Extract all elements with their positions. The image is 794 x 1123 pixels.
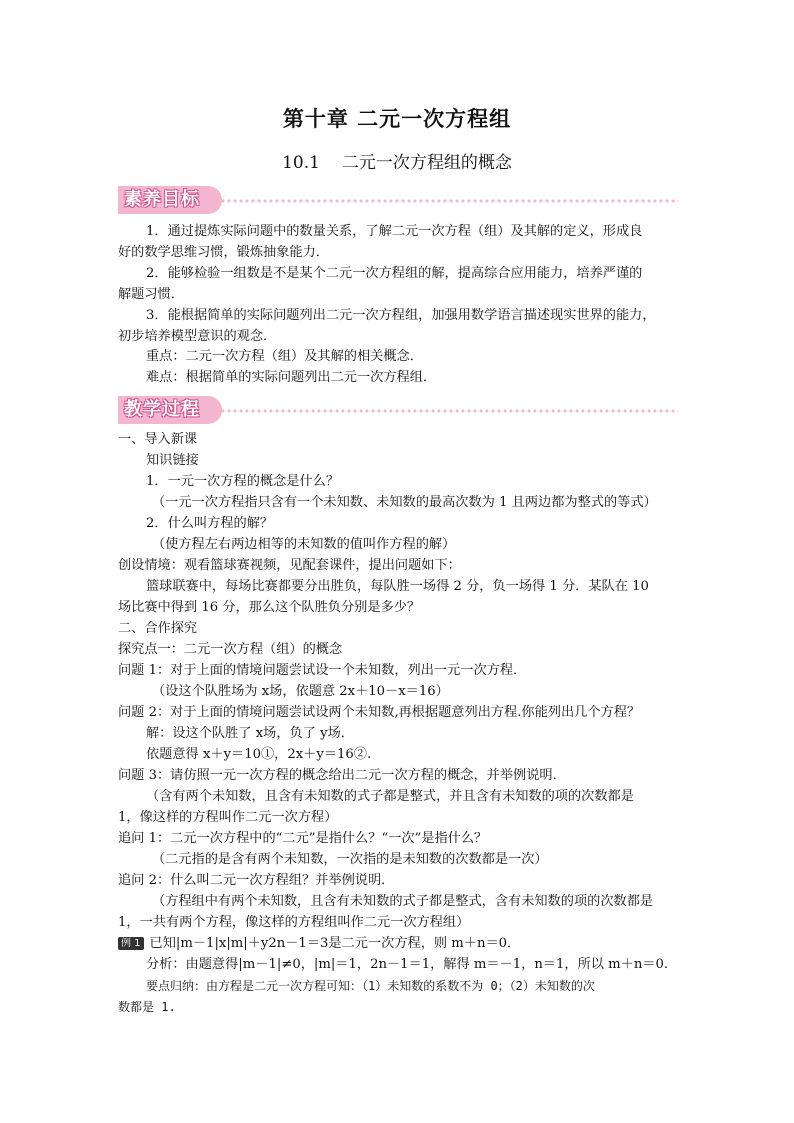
problem-1-answer: （设这个队胜场为 x场，依题意 2x＋10－x＝16） (152, 684, 449, 699)
follow-up-2: 追问 2：什么叫二元一次方程组？并举例说明． (118, 873, 395, 888)
answer-line: （一元一次方程指只含有一个未知数、未知数的最高次数为 1 且两边都为整式的等式） (152, 495, 657, 510)
scenario-text-b: 场比赛中得到 16 分，那么这个队胜负分别是多少？ (118, 600, 421, 615)
section-number: 10.1 (282, 153, 320, 173)
section-title (0, 148, 794, 173)
knowledge-link: 知识链接 (146, 453, 199, 468)
example-badge: 例 1 (118, 937, 144, 950)
example-1 (118, 934, 688, 954)
heading-explore: 二、合作探究 (118, 621, 198, 636)
explore-point-1: 探究点一：二元一次方程（组）的概念 (118, 642, 343, 657)
follow-up-2-answer-a: （方程组中有两个未知数，且含有未知数的式子都是整式，含有未知数的项的次数都是 (152, 894, 654, 909)
goal-3-line-a: 3．能根据简单的实际问题列出二元一次方程组，加强用数学语言描述现实世界的能力， (146, 308, 656, 323)
example-1-text: 已知|m－1|x|m|＋y2n－1＝3是二元一次方程，则 m＋n＝0． (149, 936, 521, 951)
goal-1-line-b: 好的数学思维习惯，锻炼抽象能力． (118, 245, 329, 260)
heading-import: 一、导入新课 (118, 432, 198, 447)
key-point: 重点：二元一次方程（组）及其解的相关概念． (146, 349, 423, 364)
follow-up-1-answer: （二元指的是含有两个未知数，一次指的是未知数的次数都是一次） (152, 852, 548, 867)
goals-banner-label: 素养目标 (118, 186, 222, 214)
question-line: 2．什么叫方程的解？ (146, 516, 274, 531)
section-name: 二元一次方程组的概念 (341, 153, 512, 173)
example-analysis: 分析：由题意得|m－1|≠0，|m|＝1，2n－1＝1，解得 m＝－1，n＝1，所以 m＋n＝0. (146, 957, 669, 972)
scenario-line: 创设情境：观看篮球赛视频，见配套课件，提出问题如下： (118, 558, 461, 573)
problem-2-solution: 解：设这个队胜了 x场，负了 y场． (146, 726, 354, 741)
follow-up-2-answer-b: 1，一共有两个方程，像这样的方程组叫作二元一次方程组） (118, 915, 470, 930)
problem-2-equations: 依题意得 x＋y＝10①，2x＋y＝16②. (146, 747, 372, 762)
summary-line-b: 数都是 1. (118, 1000, 176, 1014)
question-line: 1．一元一次方程的概念是什么？ (146, 474, 340, 489)
summary-line-a: 要点归纳：由方程是二元一次方程可知：（1）未知数的系数不为 0；（2）未知数的次 (146, 979, 595, 993)
scenario-text-a: 篮球联赛中，每场比赛都要分出胜负，每队胜一场得 2 分，负一场得 1 分．某队在 10 (146, 579, 649, 594)
goal-3-line-b: 初步培养模型意识的观念． (118, 329, 277, 344)
problem-1: 问题 1：对于上面的情境问题尝试设一个未知数，列出一元一次方程． (118, 663, 527, 678)
goal-2-line-b: 解题习惯． (118, 287, 184, 302)
problem-3: 问题 3：请仿照一元一次方程的概念给出二元一次方程的概念，并举例说明． (118, 768, 566, 783)
goal-1-line-a: 1．通过提炼实际问题中的数量关系，了解二元一次方程（组）及其解的定义，形成良 (146, 224, 643, 239)
process-banner-label: 教学过程 (118, 396, 222, 424)
banner-dots-decoration (208, 407, 678, 415)
answer-line: （使方程左右两边相等的未知数的值叫作方程的解） (152, 537, 456, 552)
follow-up-1: 追问 1：二元一次方程中的“二元”是指什么？“一次”是指什么？ (118, 831, 488, 846)
goals-banner (118, 186, 678, 214)
problem-3-answer-b: 1，像这样的方程叫作二元一次方程） (118, 810, 338, 825)
goal-2-line-a: 2．能够检验一组数是不是某个二元一次方程组的解，提高综合应用能力，培养严谨的 (146, 266, 643, 281)
process-banner (118, 396, 678, 424)
problem-2: 问题 2：对于上面的情境问题尝试设两个未知数,再根据题意列出方程.你能列出几个方程？ (118, 705, 641, 720)
banner-dots-decoration (208, 197, 678, 205)
chapter-title: 第十章 二元一次方程组 (282, 107, 512, 131)
difficult-point: 难点：根据简单的实际问题列出二元一次方程组． (146, 370, 437, 385)
problem-3-answer-a: （含有两个未知数，且含有未知数的式子都是整式，并且含有未知数的项的次数都是 (146, 789, 634, 804)
